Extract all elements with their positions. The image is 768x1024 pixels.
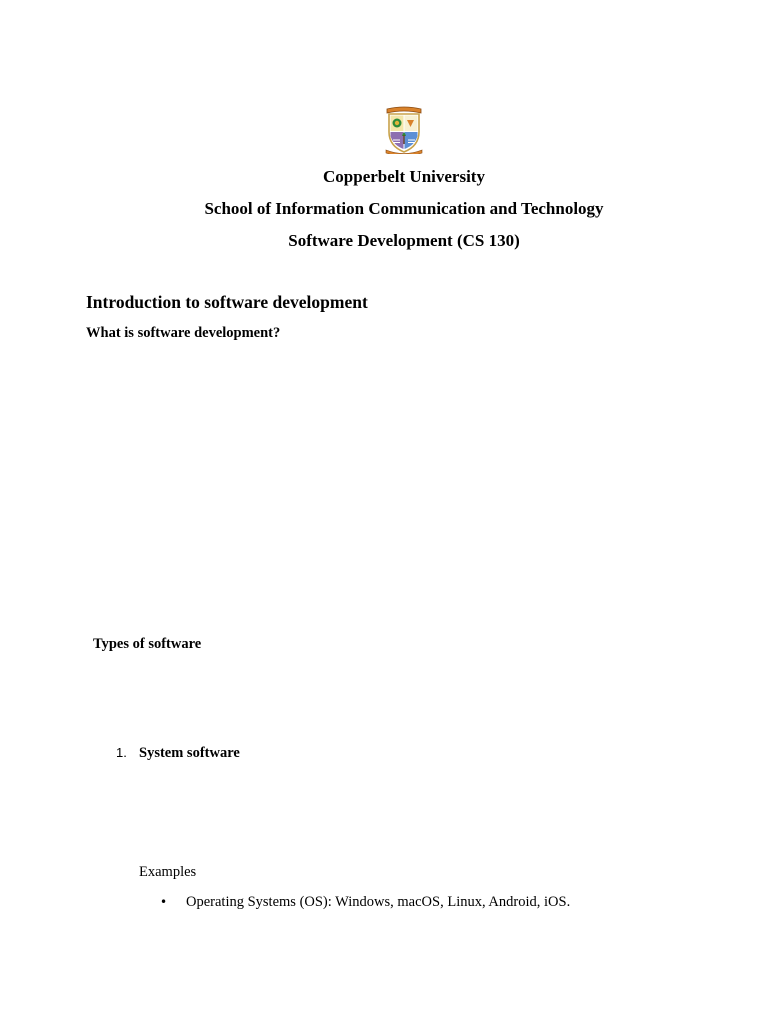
section-title: Introduction to software development <box>86 292 368 312</box>
question-heading: What is software development? <box>86 325 281 341</box>
bullet-item-operating-systems <box>160 894 570 911</box>
university-name: Copperbelt University <box>323 167 485 186</box>
list-number: 1. <box>116 745 127 760</box>
school-name: School of Information Communication and Technology <box>204 199 604 218</box>
bullet-dot-icon: • <box>160 895 168 909</box>
examples-label: Examples <box>139 864 197 880</box>
list-item-label: System software <box>139 745 240 761</box>
bullet-text: Operating Systems (OS): Windows, macOS, Linux, Android, iOS. <box>186 894 571 910</box>
list-item-system-software <box>116 745 240 762</box>
course-title: Software Development (CS 130) <box>288 231 520 250</box>
types-heading: Types of software <box>93 636 202 652</box>
university-crest-icon <box>384 106 424 154</box>
